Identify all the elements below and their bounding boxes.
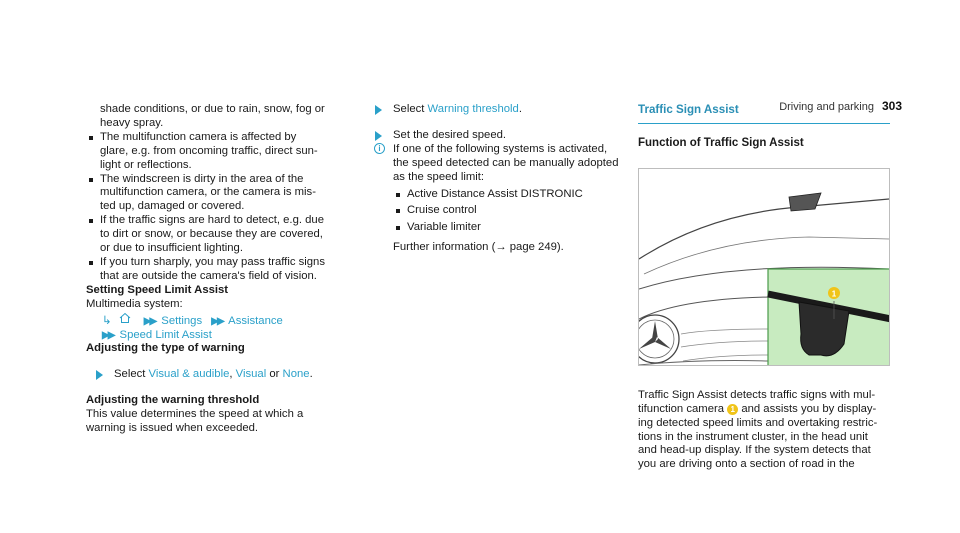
bullet-line: or due to insufficient lighting. xyxy=(100,242,243,255)
info-line: If one of the following systems is activated, xyxy=(393,142,608,155)
menu-path xyxy=(86,312,354,329)
punct: . xyxy=(518,103,522,115)
option-none[interactable]: None xyxy=(282,368,310,381)
subsection-title: Function of Traffic Sign Assist xyxy=(638,136,804,149)
option-visual-audible[interactable]: Visual & audible xyxy=(148,368,230,381)
text-fragment: and assists you by display- xyxy=(741,402,877,415)
info-line: the speed detected can be manually adopted xyxy=(393,156,619,169)
path-settings[interactable]: Settings xyxy=(161,314,203,327)
info-circle-icon: i xyxy=(374,143,385,154)
triangle-right-icon xyxy=(375,131,382,141)
adjust-type-heading: Adjusting the type of warning xyxy=(86,342,245,355)
car-camera-illustration xyxy=(638,168,890,366)
double-chevron-icon: ▶▶ xyxy=(143,315,156,327)
text-line: Traffic Sign Assist detects traffic signs with mul- xyxy=(638,388,876,401)
text-line: and head-up display. If the system detects that xyxy=(638,444,871,457)
text-line xyxy=(638,403,890,417)
text-line: This value determines the speed at which a xyxy=(86,408,304,421)
text-line: warning is issued when exceeded. xyxy=(86,422,259,435)
column-right xyxy=(638,103,890,472)
step-select-warning-type xyxy=(86,368,354,382)
feature-description xyxy=(638,389,890,472)
text-line: heavy spray. xyxy=(100,116,164,129)
bullet-line: If the traffic signs are hard to detect, e.g. due xyxy=(100,214,324,227)
car-front-drawing xyxy=(639,169,890,366)
bullet-item xyxy=(86,256,354,284)
info-note xyxy=(365,143,627,255)
bullet-line: to dirt or snow, or because they are covered, xyxy=(100,228,323,241)
system-item: Cruise control xyxy=(393,204,627,218)
text-fragment: tifunction camera xyxy=(638,402,725,415)
step-select-threshold xyxy=(365,103,627,117)
bullet-line: If you turn sharply, you may pass traffic signs xyxy=(100,255,325,268)
bullet-item xyxy=(86,173,354,215)
bullet-line: multifunction camera, or the camera is mis- xyxy=(100,186,316,199)
threshold-heading: Adjusting the warning threshold xyxy=(86,394,260,407)
system-item: Variable limiter xyxy=(393,221,627,235)
section-name: Driving and parking xyxy=(779,101,874,113)
step-text: or xyxy=(269,368,280,381)
triangle-right-icon xyxy=(96,370,103,380)
bullet-line: ted up, damaged or covered. xyxy=(100,200,245,213)
text-line: ing detected speed limits and overtaking restric- xyxy=(638,416,878,429)
system-item: Active Distance Assist DISTRONIC xyxy=(393,188,627,202)
section-title: Traffic Sign Assist xyxy=(638,103,890,124)
bullet-line: The windscreen is dirty in the area of the xyxy=(100,172,304,185)
option-visual[interactable]: Visual xyxy=(235,368,267,381)
bullet-line: light or reflections. xyxy=(100,158,192,171)
step-text: Select xyxy=(393,103,425,115)
double-chevron-icon: ▶▶ xyxy=(102,329,114,341)
double-chevron-icon: ▶▶ xyxy=(211,315,223,327)
setting-system: Multimedia system: xyxy=(86,297,183,310)
page-number: 303 xyxy=(881,99,902,113)
bullet-line: glare, e.g. from oncoming traffic, direct sun- xyxy=(100,144,318,157)
text-line: shade conditions, or due to rain, snow, fog or xyxy=(100,103,325,115)
svg-text:1: 1 xyxy=(831,289,837,299)
further-info: Further information (→ page 249). xyxy=(393,241,564,254)
column-left xyxy=(86,103,354,436)
bullet-item xyxy=(86,131,354,173)
step-text: Set the desired speed. xyxy=(393,128,507,141)
info-line: as the speed limit: xyxy=(393,170,485,183)
column-middle xyxy=(365,103,627,255)
camera-housing xyxy=(789,193,821,211)
home-icon xyxy=(119,312,131,329)
punct: . xyxy=(309,368,313,381)
bullet-line: that are outside the camera's field of vision. xyxy=(100,269,317,282)
step-text: Select xyxy=(114,368,146,381)
option-warning-threshold[interactable]: Warning threshold xyxy=(427,103,519,115)
text-line: you are driving onto a section of road in the xyxy=(638,458,855,471)
punct: , xyxy=(229,368,233,381)
triangle-right-icon xyxy=(375,105,382,115)
step-set-speed xyxy=(365,129,627,143)
bullet-item xyxy=(86,214,354,256)
path-speed-limit-assist[interactable]: Speed Limit Assist xyxy=(119,328,212,341)
callout-1-badge: 1 xyxy=(727,404,738,415)
menu-path-cont xyxy=(86,329,354,343)
bullet-line: The multifunction camera is affected by xyxy=(100,130,297,143)
setting-heading: Setting Speed Limit Assist xyxy=(86,283,229,296)
text-line: tions in the instrument cluster, in the head unit xyxy=(638,430,868,443)
return-arrow-icon: ↳ xyxy=(102,314,112,327)
path-assistance[interactable]: Assistance xyxy=(228,314,283,327)
